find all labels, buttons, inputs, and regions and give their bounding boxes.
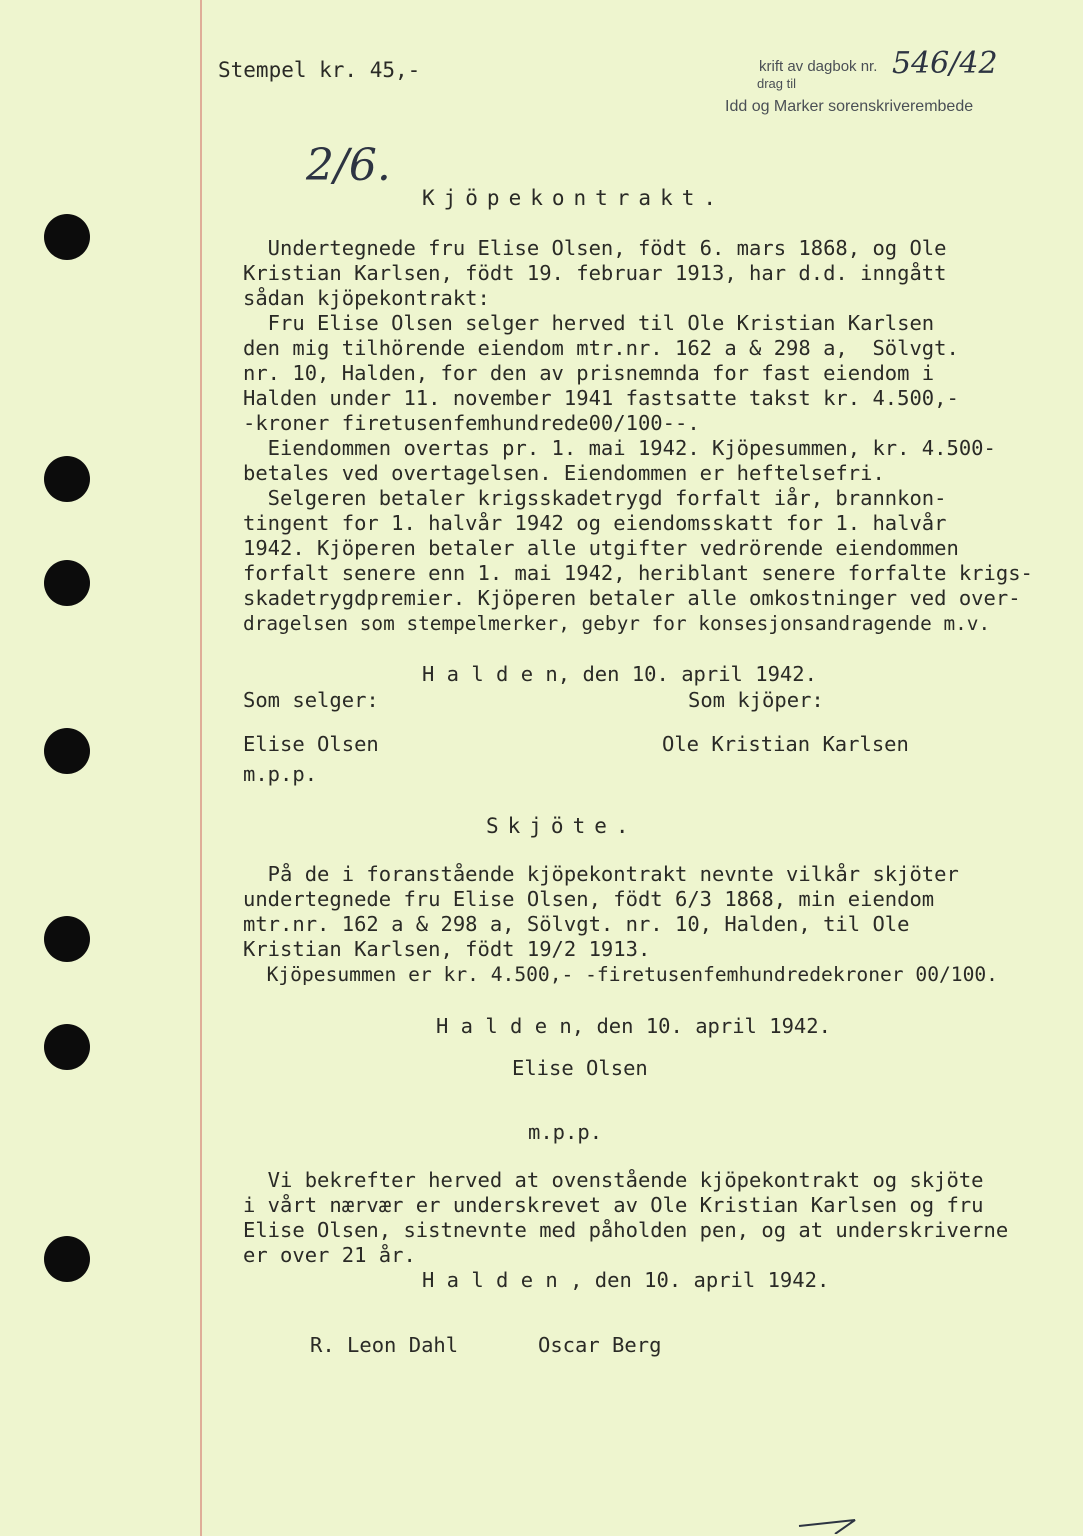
deed-mpp: m.p.p. <box>528 1120 603 1144</box>
seller-label: Som selger: <box>243 688 379 712</box>
deed-line: mtr.nr. 162 a & 298 a, Sölvgt. nr. 10, Halden, til Ole <box>243 912 910 936</box>
witness-place: H a l d e n , <box>422 1268 583 1292</box>
contract-line: sådan kjöpekontrakt: <box>243 286 490 310</box>
registry-stamp-line1: krift av dagbok nr. <box>759 58 878 75</box>
punch-hole <box>44 456 90 502</box>
punch-hole <box>44 214 90 260</box>
pen-mark <box>795 1494 875 1534</box>
seller-mpp: m.p.p. <box>243 762 318 786</box>
witness-line: er over 21 år. <box>243 1243 416 1267</box>
contract-place-date <box>422 662 817 687</box>
witness-line: Vi bekrefter herved at ovenstående kjöpekontrakt og skjöte <box>243 1168 984 1192</box>
contract-line: dragelsen som stempelmerker, gebyr for konsesjonsandragende m.v. <box>243 612 991 635</box>
contract-line: 1942. Kjöperen betaler alle utgifter vedrörende eiendommen <box>243 536 959 560</box>
handwritten-note: 2/6. <box>306 140 391 191</box>
contract-line: nr. 10, Halden, for den av prisnemnda for fast eiendom i <box>243 361 935 385</box>
contract-line: Fru Elise Olsen selger herved til Ole Kristian Karlsen <box>243 311 935 335</box>
dagbok-number: 546/42 <box>892 46 998 81</box>
witness-date: den 10. april 1942. <box>582 1268 830 1292</box>
contract-line: skadetrygdpremier. Kjöperen betaler alle omkostninger ved over- <box>243 586 1021 610</box>
registry-stamp-line3: Idd og Marker sorenskriverembede <box>725 98 974 115</box>
punch-hole <box>44 728 90 774</box>
witness-place-date <box>422 1268 829 1293</box>
deed-signer: Elise Olsen <box>512 1056 648 1080</box>
witness-line: i vårt nærvær er underskrevet av Ole Kristian Karlsen og fru <box>243 1193 984 1217</box>
buyer-name: Ole Kristian Karlsen <box>662 732 909 756</box>
seller-name: Elise Olsen <box>243 732 379 756</box>
contract-line: Selgeren betaler krigsskadetrygd forfalt iår, brannkon- <box>243 486 947 510</box>
contract-line: Halden under 11. november 1941 fastsatte takst kr. 4.500,- <box>243 386 959 410</box>
margin-rule <box>200 0 202 1536</box>
buyer-label: Som kjöper: <box>688 688 824 712</box>
punch-hole <box>44 560 90 606</box>
witness-2-name: Oscar Berg <box>538 1333 662 1357</box>
registry-stamp-line2: drag til <box>757 76 797 91</box>
punch-hole <box>44 1236 90 1282</box>
deed-line: På de i foranstående kjöpekontrakt nevnte vilkår skjöter <box>243 862 959 886</box>
witness-line: Elise Olsen, sistnevnte med påholden pen, og at underskriverne <box>243 1218 1009 1242</box>
contract-place: H a l d e n, <box>422 662 571 686</box>
punch-hole <box>44 916 90 962</box>
contract-date: den 10. april 1942. <box>570 662 817 686</box>
deed-title: Skjöte. <box>486 814 638 838</box>
contract-line: Kristian Karlsen, födt 19. februar 1913, har d.d. inngått <box>243 261 947 285</box>
stamp-duty: Stempel kr. 45,- <box>218 58 421 82</box>
contract-line: betales ved overtagelsen. Eiendommen er heftelsefri. <box>243 461 885 485</box>
witness-1-name: R. Leon Dahl <box>310 1333 459 1357</box>
deed-place: H a l d e n, <box>436 1014 585 1038</box>
contract-title: Kjöpekontrakt. <box>422 186 726 210</box>
deed-place-date <box>436 1014 831 1039</box>
deed-line: undertegnede fru Elise Olsen, födt 6/3 1868, min eiendom <box>243 887 935 911</box>
punch-hole <box>44 1024 90 1070</box>
contract-line: tingent for 1. halvår 1942 og eiendomsskatt for 1. halvår <box>243 511 947 535</box>
contract-line: -kroner firetusenfemhundrede00/100--. <box>243 411 700 435</box>
contract-line: den mig tilhörende eiendom mtr.nr. 162 a & 298 a, Sölvgt. <box>243 336 959 360</box>
deed-line: Kristian Karlsen, födt 19/2 1913. <box>243 937 651 961</box>
contract-line: Eiendommen overtas pr. 1. mai 1942. Kjöpesummen, kr. 4.500- <box>243 436 996 460</box>
contract-line: Undertegnede fru Elise Olsen, födt 6. mars 1868, og Ole <box>243 236 947 260</box>
deed-line: Kjöpesummen er kr. 4.500,- -firetusenfemhundredekroner 00/100. <box>243 963 998 986</box>
deed-date: den 10. april 1942. <box>584 1014 831 1038</box>
contract-line: forfalt senere enn 1. mai 1942, heriblant senere forfalte krigs- <box>243 561 1033 585</box>
